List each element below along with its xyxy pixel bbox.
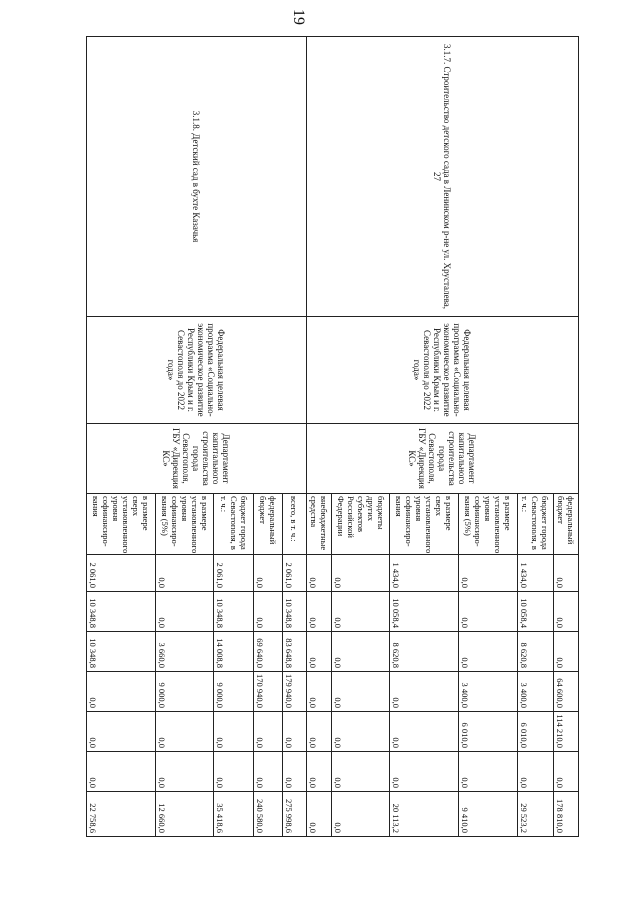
amount-cell: 3 400,0: [459, 672, 517, 712]
amount-cell: 170 940,0: [253, 672, 282, 712]
table-row: [553, 37, 578, 837]
amount-cell: 0,0: [214, 712, 254, 752]
amount-cell: 0,0: [156, 555, 214, 592]
amount-cell: 14 008,8: [214, 632, 254, 672]
amount-cell: 9 000,0: [156, 672, 214, 712]
amount-cell: 0,0: [156, 592, 214, 632]
amount-cell: 10 058,4: [517, 592, 553, 632]
funding-source: бюджет города Севастополя, в т. ч.:: [517, 494, 553, 555]
total-cell: 29 523,2: [517, 792, 553, 837]
amount-cell: 10 058,4: [390, 592, 459, 632]
amount-cell: 0,0: [87, 672, 156, 712]
amount-cell: 10 348,8: [282, 592, 306, 632]
executor-name: Департамент капитального строительства города Севастополя, ГБУ «Дирекция КС»: [87, 424, 307, 494]
amount-cell: 0,0: [459, 752, 517, 792]
amount-cell: 69 640,0: [253, 632, 282, 672]
amount-cell: 0,0: [331, 752, 389, 792]
amount-cell: 114 210,0: [553, 712, 578, 752]
amount-cell: 1 434,0: [390, 555, 459, 592]
project-name: 3.1.7. Строительство детского сада в Ленинском р-не ул. Хрусталева, 27: [306, 37, 578, 317]
amount-cell: 0,0: [306, 672, 331, 712]
amount-cell: 0,0: [306, 555, 331, 592]
amount-cell: 0,0: [253, 555, 282, 592]
amount-cell: 0,0: [306, 712, 331, 752]
amount-cell: 0,0: [459, 592, 517, 632]
amount-cell: 0,0: [253, 712, 282, 752]
amount-cell: 0,0: [253, 592, 282, 632]
amount-cell: 6 010,0: [459, 712, 517, 752]
total-cell: 12 660,0: [156, 792, 214, 837]
amount-cell: 3 400,0: [517, 672, 553, 712]
funding-source: в размере сверх установленного уровня софинансиро-вания: [390, 494, 459, 555]
amount-cell: 0,0: [331, 712, 389, 752]
total-cell: 240 580,0: [253, 792, 282, 837]
program-name: Федеральная целевая программа «Социально-экономическое развитие Республики Крым и г. Севастополя до 2022 года»: [306, 317, 578, 424]
amount-cell: 2 061,0: [87, 555, 156, 592]
amount-cell: 0,0: [331, 632, 389, 672]
amount-cell: 8 620,8: [390, 632, 459, 672]
amount-cell: 0,0: [306, 752, 331, 792]
total-cell: 178 810,0: [553, 792, 578, 837]
amount-cell: 179 940,0: [282, 672, 306, 712]
amount-cell: 0,0: [156, 752, 214, 792]
amount-cell: 6 010,0: [517, 712, 553, 752]
amount-cell: 0,0: [459, 632, 517, 672]
amount-cell: 0,0: [553, 555, 578, 592]
page-number: 19: [290, 9, 307, 25]
amount-cell: 0,0: [390, 752, 459, 792]
amount-cell: 0,0: [253, 752, 282, 792]
amount-cell: 0,0: [156, 712, 214, 752]
amount-cell: 0,0: [517, 752, 553, 792]
funding-source: всего, в т. ч.:: [282, 494, 306, 555]
total-cell: 275 998,6: [282, 792, 306, 837]
amount-cell: 3 660,0: [156, 632, 214, 672]
amount-cell: 0,0: [331, 555, 389, 592]
funding-source: федеральный бюджет: [553, 494, 578, 555]
funding-source: в размере установленного уровня софинансиро-вания (5%): [459, 494, 517, 555]
amount-cell: 0,0: [390, 712, 459, 752]
funding-source: в размере сверх установленного уровня софинансиро-вания: [87, 494, 156, 555]
amount-cell: 0,0: [87, 752, 156, 792]
funding-source: федеральный бюджет: [253, 494, 282, 555]
table-row: [282, 37, 306, 837]
amount-cell: 0,0: [553, 592, 578, 632]
total-cell: 0,0: [331, 792, 389, 837]
amount-cell: 10 348,8: [87, 632, 156, 672]
amount-cell: 0,0: [282, 752, 306, 792]
amount-cell: 0,0: [331, 672, 389, 712]
program-name: Федеральная целевая программа «Социально-экономическое развитие Республики Крым и г. Севастополя до 2022 года»: [87, 317, 307, 424]
funding-source: в размере установленного уровня софинансиро-вания (5%): [156, 494, 214, 555]
amount-cell: 0,0: [553, 632, 578, 672]
funding-source: бюджет города Севастополя, в т. ч.:: [214, 494, 254, 555]
amount-cell: 83 648,8: [282, 632, 306, 672]
amount-cell: 0,0: [390, 672, 459, 712]
project-name: 3.1.8. Детский сад в бухте Казачья: [87, 37, 307, 317]
amount-cell: 0,0: [87, 712, 156, 752]
amount-cell: 1 434,0: [517, 555, 553, 592]
amount-cell: 9 000,0: [214, 672, 254, 712]
total-cell: 35 418,6: [214, 792, 254, 837]
executor-name: Департамент капитального строительства города Севастополя, ГБУ «Дирекция КС»: [306, 424, 578, 494]
total-cell: 20 113,2: [390, 792, 459, 837]
amount-cell: 10 348,8: [214, 592, 254, 632]
total-cell: 0,0: [306, 792, 331, 837]
amount-cell: 0,0: [553, 752, 578, 792]
amount-cell: 0,0: [459, 555, 517, 592]
total-cell: 9 410,0: [459, 792, 517, 837]
amount-cell: 64 600,0: [553, 672, 578, 712]
amount-cell: 8 620,8: [517, 632, 553, 672]
funding-source: внебюджетные средства: [306, 494, 331, 555]
budget-table-sheet: [86, 36, 579, 836]
amount-cell: 0,0: [214, 752, 254, 792]
total-cell: 22 758,6: [87, 792, 156, 837]
amount-cell: 10 348,8: [87, 592, 156, 632]
amount-cell: 0,0: [306, 632, 331, 672]
amount-cell: 0,0: [306, 592, 331, 632]
budget-table: [86, 36, 579, 837]
amount-cell: 0,0: [282, 712, 306, 752]
amount-cell: 0,0: [331, 592, 389, 632]
funding-source: бюджеты других субъектов Российской Федерации: [331, 494, 389, 555]
amount-cell: 2 061,0: [282, 555, 306, 592]
amount-cell: 2 061,0: [214, 555, 254, 592]
